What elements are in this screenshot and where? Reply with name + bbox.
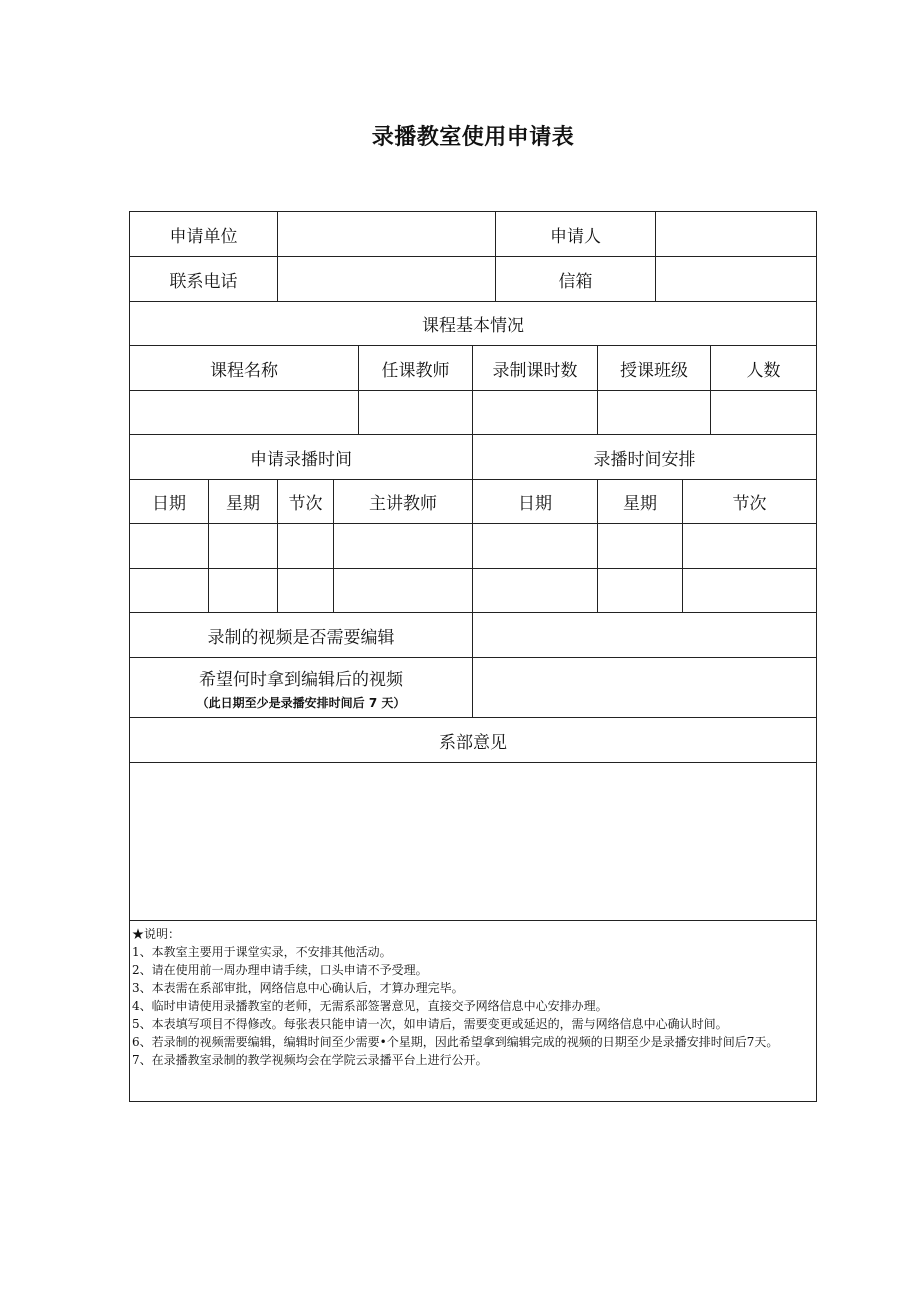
schedule-input-row — [130, 569, 816, 613]
need-edit-row — [130, 613, 816, 658]
course-input-row — [130, 391, 816, 435]
deliver-date-field[interactable] — [473, 658, 816, 717]
phone-field[interactable] — [278, 257, 496, 301]
teacher-field[interactable] — [359, 391, 473, 434]
notes-row — [130, 921, 816, 1101]
lecturer-field[interactable] — [334, 569, 473, 612]
department-opinion-area-row — [130, 763, 816, 921]
request-time-label: 申请录播时间 — [130, 435, 473, 479]
note-item: 2、请在使用前一周办理申请手续，口头申请不予受理。 — [132, 963, 428, 977]
request-period-field[interactable] — [278, 524, 334, 568]
request-weekday-header: 星期 — [209, 480, 278, 523]
arrange-weekday-header: 星期 — [598, 480, 683, 523]
course-section-row — [130, 302, 816, 346]
unit-label: 申请单位 — [130, 212, 278, 256]
email-label: 信箱 — [496, 257, 656, 301]
deliver-date-note: （此日期至少是录播安排时间后 7 天） — [196, 695, 406, 710]
note-item: 1、本教室主要用于课堂实录，不安排其他活动。 — [132, 945, 392, 959]
department-opinion-field[interactable] — [130, 763, 816, 920]
arrange-time-label: 录播时间安排 — [593, 449, 696, 470]
lecturer-field[interactable] — [334, 524, 473, 568]
unit-field[interactable] — [278, 212, 496, 256]
request-date-field[interactable] — [130, 524, 209, 568]
note-item: 4、临时申请使用录播教室的老师，无需系部签署意见，直接交予网络信息中心安排办理。 — [132, 999, 608, 1013]
request-date-field[interactable] — [130, 569, 209, 612]
arrange-period-field[interactable] — [683, 524, 816, 568]
class-group-field[interactable] — [598, 391, 711, 434]
arrange-weekday-field[interactable] — [598, 524, 683, 568]
student-count-field[interactable] — [711, 391, 816, 434]
schedule-input-row — [130, 524, 816, 569]
course-section-label: 课程基本情况 — [422, 316, 524, 336]
applicant-field[interactable] — [656, 212, 816, 256]
class-hours-header: 录制课时数 — [473, 346, 598, 390]
phone-label: 联系电话 — [130, 257, 278, 301]
need-edit-label: 录制的视频是否需要编辑 — [130, 613, 473, 657]
course-header-row — [130, 346, 816, 391]
note-item: 3、本表需在系部审批，网络信息中心确认后，才算办理完毕。 — [132, 981, 464, 995]
department-opinion-row — [130, 718, 816, 763]
request-weekday-field[interactable] — [209, 524, 278, 568]
request-period-header: 节次 — [278, 480, 334, 523]
notes-heading: ★说明： — [132, 927, 181, 941]
department-opinion-label: 系部意见 — [439, 732, 507, 753]
note-item: 6、若录制的视频需要编辑，编辑时间至少需要•个星期，因此希望拿到编辑完成的视频的日期至少是录播安排时间后7天。 — [132, 1035, 779, 1049]
application-form — [129, 211, 817, 1102]
deliver-date-label: 希望何时拿到编辑后的视频 — [199, 669, 403, 690]
contact-row — [130, 257, 816, 302]
need-edit-field[interactable] — [473, 613, 816, 657]
note-item: 5、本表填写项目不得修改。每张表只能申请一次，如申请后，需要变更或延迟的，需与网络信息中心确认时间。 — [132, 1017, 728, 1031]
page-title: 录播教室使用申请表 — [371, 125, 575, 150]
applicant-row — [130, 212, 816, 257]
arrange-period-field[interactable] — [683, 569, 816, 612]
course-name-header: 课程名称 — [130, 346, 359, 390]
request-date-header: 日期 — [130, 480, 209, 523]
deliver-date-row — [130, 658, 816, 718]
schedule-section-row — [130, 435, 816, 480]
email-field[interactable] — [656, 257, 816, 301]
schedule-header-row — [130, 480, 816, 524]
deliver-date-label-cell — [130, 658, 473, 717]
arrange-date-field[interactable] — [473, 524, 598, 568]
applicant-label: 申请人 — [496, 212, 656, 256]
notes-section — [130, 921, 816, 1101]
teacher-header: 任课教师 — [359, 346, 473, 390]
class-group-header: 授课班级 — [598, 346, 711, 390]
arrange-date-header: 日期 — [473, 480, 598, 523]
class-hours-field[interactable] — [473, 391, 598, 434]
note-item: 7、在录播教室录制的教学视频均会在学院云录播平台上进行公开。 — [132, 1053, 488, 1067]
arrange-weekday-field[interactable] — [598, 569, 683, 612]
arrange-period-header: 节次 — [732, 494, 767, 514]
lecturer-header: 主讲教师 — [334, 480, 473, 523]
course-name-field[interactable] — [130, 391, 359, 434]
student-count-header: 人数 — [746, 360, 781, 381]
request-weekday-field[interactable] — [209, 569, 278, 612]
request-period-field[interactable] — [278, 569, 334, 612]
arrange-date-field[interactable] — [473, 569, 598, 612]
